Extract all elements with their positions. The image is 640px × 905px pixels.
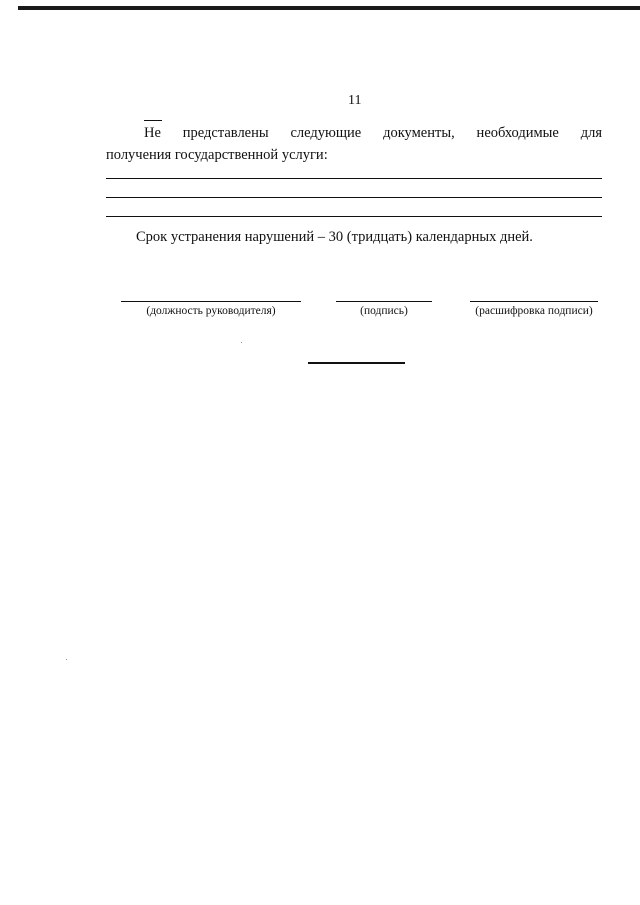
signature-label: (подпись) bbox=[360, 305, 408, 317]
page-number: 11 bbox=[348, 93, 362, 108]
decoding-label: (расшифровка подписи) bbox=[475, 305, 593, 317]
fill-in-line-1 bbox=[106, 178, 602, 179]
missing-documents-line-1 bbox=[106, 122, 602, 144]
fill-in-line-3 bbox=[106, 216, 602, 217]
scan-speck bbox=[66, 659, 67, 660]
end-of-document-rule bbox=[308, 362, 405, 364]
signature-line bbox=[336, 301, 432, 302]
decoding-signature-line bbox=[470, 301, 598, 302]
position-signature-line bbox=[121, 301, 301, 302]
missing-documents-line-2: получения государственной услуги: bbox=[106, 147, 328, 163]
missing-documents-paragraph bbox=[106, 122, 602, 166]
fill-in-line-2 bbox=[106, 197, 602, 198]
top-border-rule bbox=[18, 6, 640, 10]
checkbox-blank-line bbox=[144, 120, 162, 121]
position-label: (должность руководителя) bbox=[146, 305, 276, 317]
deadline-statement: Срок устранения нарушений – 30 (тридцать) календарных дней. bbox=[136, 229, 533, 245]
missing-documents-text-1: Не представлены следующие документы, необходимые для bbox=[144, 125, 602, 141]
scan-speck bbox=[241, 342, 242, 343]
